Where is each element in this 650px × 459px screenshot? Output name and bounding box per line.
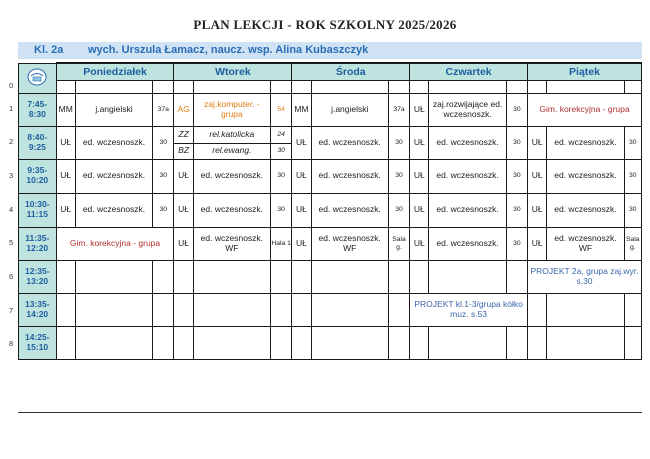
row-number: 6: [9, 272, 14, 281]
subject: zaj.komputer. - grupa: [193, 93, 270, 126]
row-number: 3: [9, 171, 14, 180]
teacher-code: UŁ: [56, 126, 75, 159]
subject: ed. wczesnoszk.: [75, 193, 152, 227]
subject: rel.ewang.: [193, 143, 270, 159]
room: 30: [153, 159, 174, 193]
hour-cell: 7:45- 8:30: [19, 93, 57, 126]
teacher-code: UŁ: [56, 193, 75, 227]
subject: ed. wczesnoszk.: [429, 159, 506, 193]
teacher-code: BZ: [174, 143, 193, 159]
teacher-code: UŁ: [174, 193, 193, 227]
subject: PROJEKT 2a, grupa zaj.wyr. s.30: [528, 260, 642, 293]
subject: ed. wczesnoszk.: [75, 126, 152, 159]
row-number: 4: [9, 205, 14, 214]
teacher-code: UŁ: [528, 126, 547, 159]
row-number: 0: [9, 81, 14, 90]
hour-cell: 12:35- 13:20: [19, 260, 57, 293]
row-number: 8: [9, 339, 14, 348]
room: 30: [388, 126, 409, 159]
day-header-friday: Piątek: [528, 63, 642, 80]
subject: ed. wczesnoszk. WF: [193, 227, 270, 260]
hour-cell: 11:35- 12:20: [19, 227, 57, 260]
room: 37a: [388, 93, 409, 126]
subject: ed. wczesnoszk. WF: [547, 227, 624, 260]
hour-cell: 13:35- 14:20: [19, 293, 57, 326]
room: 30: [153, 126, 174, 159]
timetable: [18, 62, 642, 360]
day-header-monday: Poniedziałek: [56, 63, 174, 80]
table-row: [19, 126, 642, 143]
subject: PROJEKT kl.1-3/grupa kółko muz. s.53: [410, 293, 528, 326]
room: 30: [270, 143, 291, 159]
subject: rel.katolicka: [193, 126, 270, 143]
subject: Gim. korekcyjna - grupa: [56, 227, 174, 260]
room: 30: [506, 159, 527, 193]
table-row: [19, 159, 642, 193]
teacher-code: UŁ: [292, 193, 311, 227]
room: 30: [624, 159, 641, 193]
subject: ed. wczesnoszk.: [311, 159, 388, 193]
teacher-code: MM: [56, 93, 75, 126]
room: Sala g.: [624, 227, 641, 260]
subject: j.angielski: [75, 93, 152, 126]
row-number: 1: [9, 104, 14, 113]
subject: ed. wczesnoszk.: [547, 193, 624, 227]
teacher-code: UŁ: [410, 93, 429, 126]
school-crest-icon: [27, 68, 47, 86]
subject: ed. wczesnoszk.: [547, 126, 624, 159]
table-row: [19, 326, 642, 359]
hour-cell: 8:40- 9:25: [19, 126, 57, 159]
room: 30: [270, 193, 291, 227]
subject: j.angielski: [311, 93, 388, 126]
teacher-code: UŁ: [410, 193, 429, 227]
subject: ed. wczesnoszk.: [547, 159, 624, 193]
room: 37a: [153, 93, 174, 126]
room: 30: [506, 93, 527, 126]
class-info-bar: [18, 42, 642, 59]
table-row: [19, 260, 642, 293]
hour-cell: 14:25- 15:10: [19, 326, 57, 359]
subject: ed. wczesnoszk.: [311, 193, 388, 227]
room: 24: [270, 126, 291, 143]
subject: ed. wczesnoszk.: [193, 159, 270, 193]
teacher-code: UŁ: [528, 193, 547, 227]
room: 30: [153, 193, 174, 227]
table-row: [19, 227, 642, 260]
teacher-code: UŁ: [410, 126, 429, 159]
teacher-code: UŁ: [528, 159, 547, 193]
subject: ed. wczesnoszk.: [429, 126, 506, 159]
table-row: [19, 293, 642, 326]
room: 30: [506, 227, 527, 260]
row-number: 2: [9, 137, 14, 146]
teacher-code: UŁ: [292, 126, 311, 159]
day-header-tuesday: Wtorek: [174, 63, 292, 80]
room: Hala 1: [270, 227, 291, 260]
room: 30: [506, 193, 527, 227]
subject: ed. wczesnoszk.: [429, 227, 506, 260]
room: 30: [624, 193, 641, 227]
teacher-code: UŁ: [56, 159, 75, 193]
school-logo: [19, 63, 57, 93]
row-number: 5: [9, 238, 14, 247]
room: 30: [388, 159, 409, 193]
room: 30: [506, 126, 527, 159]
table-row: [19, 193, 642, 227]
teacher-code: AG: [174, 93, 193, 126]
subject: ed. wczesnoszk. WF: [311, 227, 388, 260]
teacher-code: UŁ: [292, 227, 311, 260]
subject: ed. wczesnoszk.: [193, 193, 270, 227]
page-title: PLAN LEKCJI - ROK SZKOLNY 2025/2026: [193, 17, 457, 32]
room: 54: [270, 93, 291, 126]
hour-cell: 9:35- 10:20: [19, 159, 57, 193]
room: 30: [624, 126, 641, 159]
teacher-code: UŁ: [528, 227, 547, 260]
class-teachers: wych. Urszula Łamacz, naucz. wsp. Alina Kubaszczyk: [88, 44, 369, 56]
subject: ed. wczesnoszk.: [75, 159, 152, 193]
room: Sala g.: [388, 227, 409, 260]
room: 30: [388, 193, 409, 227]
teacher-code: UŁ: [174, 227, 193, 260]
teacher-code: UŁ: [174, 159, 193, 193]
teacher-code: UŁ: [410, 159, 429, 193]
subject: ed. wczesnoszk.: [311, 126, 388, 159]
row-number: 7: [9, 306, 14, 315]
room: 30: [270, 159, 291, 193]
subject: Gim. korekcyjna - grupa: [528, 93, 642, 126]
hour-cell: 10:30- 11:15: [19, 193, 57, 227]
subject: zaj.rozwijające ed. wczesnoszk.: [429, 93, 506, 126]
subject: ed. wczesnoszk.: [429, 193, 506, 227]
day-header-thursday: Czwartek: [410, 63, 528, 80]
day-header-wednesday: Środa: [292, 63, 410, 80]
teacher-code: UŁ: [410, 227, 429, 260]
teacher-code: UŁ: [292, 159, 311, 193]
class-label: Kl. 2a: [34, 44, 64, 56]
divider: [18, 412, 642, 413]
table-row: [19, 93, 642, 126]
teacher-code: MM: [292, 93, 311, 126]
teacher-code: ZZ: [174, 126, 193, 143]
